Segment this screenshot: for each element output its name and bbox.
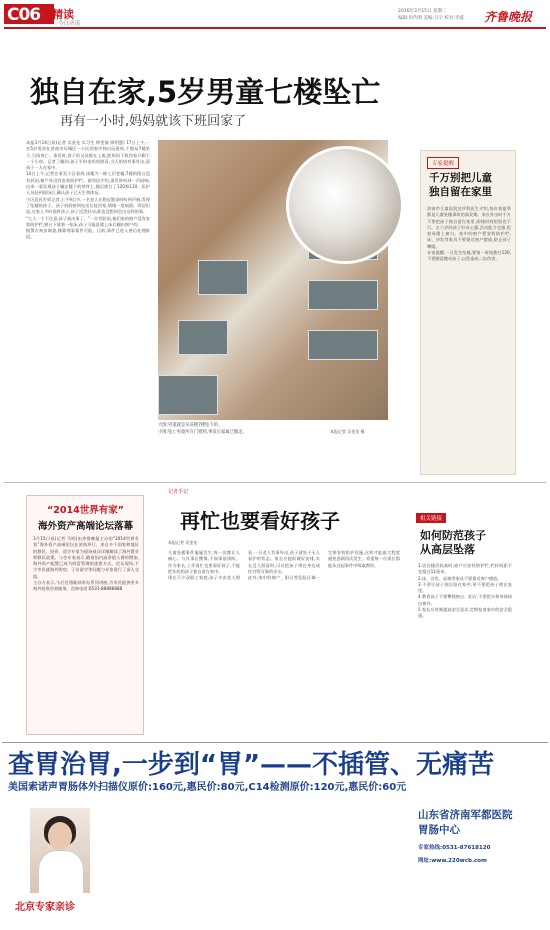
page-code: C06	[4, 4, 54, 24]
section-divider	[4, 482, 546, 483]
column-tag: 记者手记	[168, 489, 189, 495]
article-subhead: 再有一小时,妈妈就该下班回家了	[60, 114, 247, 129]
forum-body: 3月15日讯(记者 马明)由齐鲁晚报主办的“2014世界有家”海外资产高端论坛在济南举行。来自多个国家和地区的移民、投资、留学专家为现场观众详细解读了海外置业和移民政策。与会专家表示,随着国内高净值人群的增加,海外资产配置已成为财富管理的重要方式。论坛现场,不少市民就海外购房、子女留学等问题与专家进行了深入交流。 主办方表示,今后还将陆续举办系列讲座,为市民提供更多海外投资咨询服务。咨询电话:0531-88888888	[33, 536, 139, 592]
related-body: 1.居住楼层较高时,窗户应安装防护栏,栏杆间距不宜超过11厘米。 2.床、沙发、桌椅等家具不要靠近窗户摆放。 3.不要让孩子独自留在家中,更不要把孩子锁在家里。 4.教育孩子不要攀爬窗台、阳台,不要把头和身体探出窗外。 5.家长应时刻提高安全意识,定期检查家中的安全隐患。	[418, 563, 512, 619]
related-title: 如何防范孩子 从高层坠落	[420, 529, 486, 556]
ad-headline: 查胃治胃,一步到“胃”——不插管、无痛苦	[8, 750, 495, 780]
ad-website: 网址:www.220wcb.com	[418, 858, 487, 864]
second-byline: 本报记者 吴金龙	[168, 540, 198, 545]
related-link-box	[410, 505, 518, 730]
newspaper-logo: 齐鲁晚报	[484, 10, 533, 24]
forum-title-1: “2014世界有家”	[47, 505, 124, 516]
photo-byline: 本报记者 吴金龙 摄	[330, 429, 365, 434]
window-inset-photo	[286, 146, 404, 264]
doctor-title: 北京专家亲诊	[15, 902, 75, 913]
header-rule	[4, 27, 546, 29]
forum-title-2: 海外资产高端论坛落幕	[37, 521, 133, 532]
related-tag: 相关链接	[416, 513, 446, 523]
photo-caption: 大图:男童就是从该楼7楼坠下的。 小图:坠亡男童所在门窗照,事发后家属已撤走。	[158, 423, 247, 435]
sidebox-tag: 专家提醒	[427, 157, 459, 169]
expert-sidebox	[420, 150, 516, 475]
ad-divider	[2, 742, 548, 743]
ad-hotline: 专家热线:0531-87618120	[418, 845, 491, 851]
forum-notice-box	[26, 495, 144, 735]
sidebox-body: 济南市儿童医院急诊科医生介绍,每年春夏季都是儿童坠楼事故的高发期。家长外出时千万不要把孩子独自留在家里,即使时间很短也不行。五六岁的孩子好奇心强,活动能力也强,很容易爬上窗台。家中的窗户要安装防护栏,床、沙发等家具不要靠近窗户摆放,防止孩子攀爬。 专家提醒,一旦发生坠楼,要第一时间拨打120,不要随意搬动孩子,以免造成二次伤害。	[427, 206, 511, 262]
doctor-photo	[30, 808, 90, 893]
hospital-name: 山东省济南军都医院 胃肠中心	[418, 809, 513, 836]
section-title: 精读	[52, 8, 74, 21]
second-body: 儿童坠楼事件屡屡发生,每一次都让人痛心。与其事后懊悔,不如事前预防。作为家长,工作再忙也要看好孩子,不能把年幼的孩子独自留在家中。 现在不少双职工家庭,孩子多由老人照看,一旦老人有事外出,孩子就处于无人看护的状态。家长应提前做好安排,实在没人照看时,可以把孩子带在身边或托付给可靠的亲友。 此外,家中的窗户、阳台等危险区域一定要安装防护设施,这样才能最大程度避免悲剧再次发生。希望每一位家长都能从这起事件中吸取教训。	[168, 550, 400, 581]
subsection-title: 今日济南	[58, 21, 81, 27]
article-body: 本报3月14日讯(记者 吴金龙 实习生 徐雯倩 徐明慧) 17日上午,一名5岁男孩在济南市历城区一小区的家中独自玩耍时,不慎从7楼坠下,当场身亡。事发时,孩子的父母都在上班,距妈妈下班回家只剩下一个小时。记者了解到,孩子平时由奶奶照看,当天奶奶有事外出,留孩子一人在家中。 14日上午,记者在事发小区看到,该楼为一栋七层老楼,7楼的阳台没有封闭,窗户外没有安装防护栏。据邻居介绍,事发时听到一声闷响,出来一看发现孩子躺在楼下的草坪上,随后拨打了120和110。医护人员赶到现场后,确认孩子已无生命体征。 小区居民告诉记者,上午9点多,一名老人在附近散步时听到声响,发现了坠楼的孩子。孩子妈妈接到电话后赶回家,情绪一度崩溃。邻居们说,这家人平时很疼孩子,孩子活泼好动,谁也没想到会出这样的事。 "大人一个不注意,孩子就出事了。"一位邻居说,他们家的窗户没有安装防护栏,窗台下放着一张床,孩子可能是爬上床后翻出窗户的。 据警方初步调查,排除刑事案件可能。目前,事件已进入善后处理阶段。	[26, 140, 150, 240]
ad-price-line: 美国索诺声胃肠体外扫描仪原价:160元,惠民价:80元,C14检测原价:120元,惠民价:60元	[8, 782, 407, 793]
sidebox-title: 千万别把儿童 独自留在家里	[429, 172, 492, 198]
article-headline: 独自在家,5岁男童七楼坠亡	[30, 75, 381, 109]
issue-meta: 2016年3月15日 星期二 编辑:彭传明 美编:马宇 校对:李鑫	[398, 9, 464, 21]
second-headline: 再忙也要看好孩子	[180, 509, 340, 533]
